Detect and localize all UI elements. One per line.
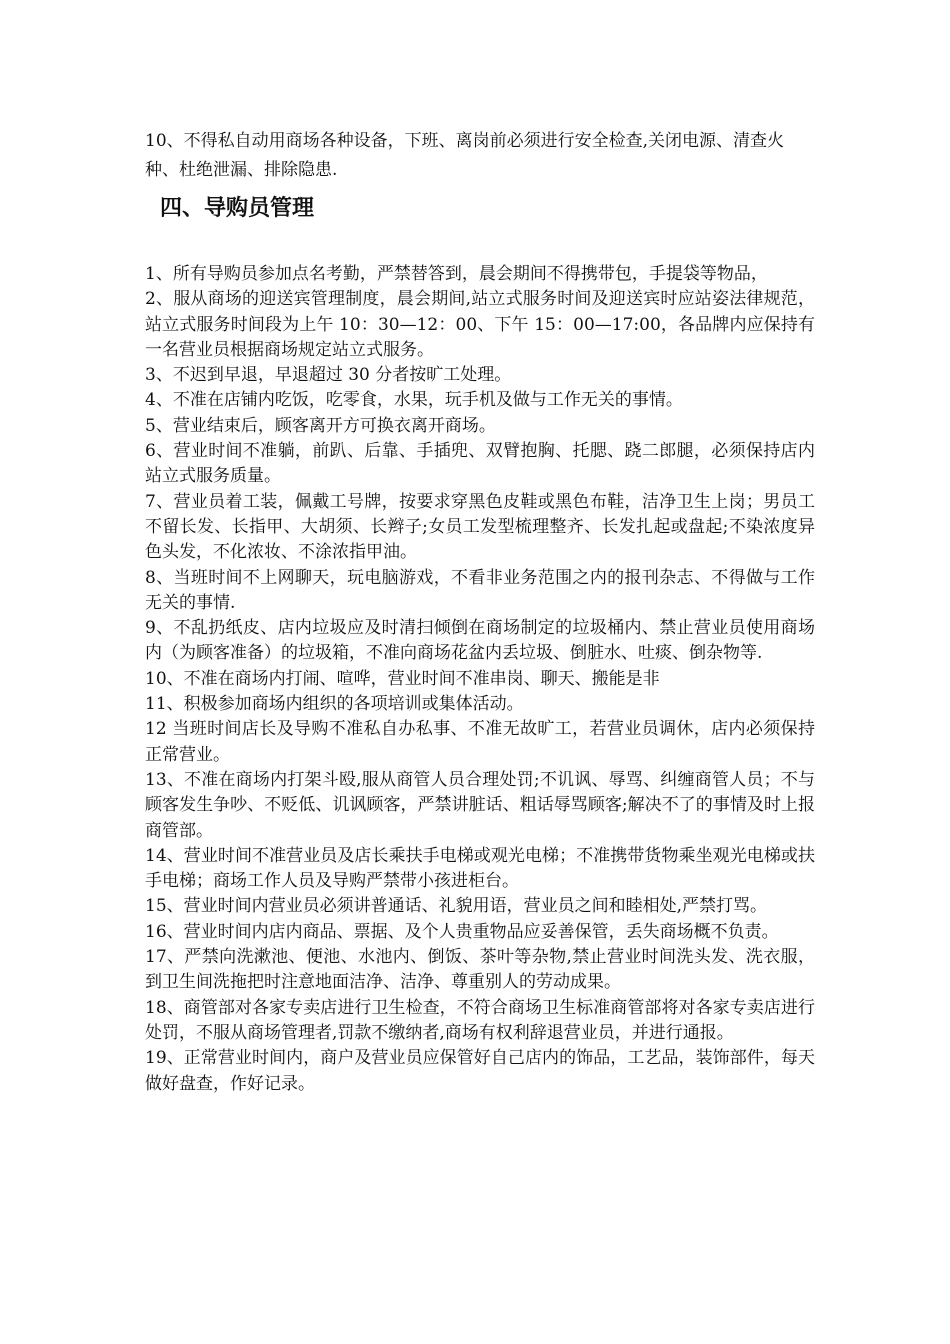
rule-item: 2、服从商场的迎送宾管理制度，晨会期间,站立式服务时间及迎送宾时应站姿法律规范，站立式服务时间段为上午 10：30—12：00、下午 15：00—17:00，各品牌内应保持有一名营业员根据商场规定站立式服务。 <box>145 289 815 360</box>
rule-item: 9、不乱扔纸皮、店内垃圾应及时清扫倾倒在商场制定的垃圾桶内、禁止营业员使用商场内（为顾客准备）的垃圾箱，不准向商场花盆内丢垃圾、倒脏水、吐痰、倒杂物等. <box>145 618 815 664</box>
rule-item: 5、营业结束后，顾客离开方可换衣离开商场。 <box>145 415 496 436</box>
rule-item: 17、严禁向洗漱池、便池、水池内、倒饭、茶叶等杂物,禁止营业时间洗头发、洗衣服，到卫生间洗拖把时注意地面洁净、洁净、尊重别人的劳动成果。 <box>145 947 815 993</box>
section-heading: 四、导购员管理 <box>160 196 315 221</box>
rule-item: 1、所有导购员参加点名考勤，严禁替答到，晨会期间不得携带包，手提袋等物品， <box>145 264 768 284</box>
intro-block <box>145 127 815 185</box>
rule-item: 18、商管部对各家专卖店进行卫生检查，不符合商场卫生标准商管部将对各家专卖店进行处罚，不服从商场管理者,罚款不缴纳者,商场有权利辞退营业员，并进行通报。 <box>145 997 815 1043</box>
rule-item: 8、当班时间不上网聊天，玩电脑游戏，不看非业务范围之内的报刊杂志、不得做与工作无关的事情. <box>145 567 815 613</box>
rule-item: 11、积极参加商场内组织的各项培训或集体活动。 <box>145 694 524 715</box>
rule-item: 13、不准在商场内打架斗殴,服从商管人员合理处罚;不讥讽、辱骂、纠缠商管人员；不与顾客发生争吵、不贬低、讥讽顾客，严禁讲脏话、粗话辱骂顾客;解决不了的事情及时上报商管部。 <box>145 769 815 841</box>
rule-item: 14、营业时间不准营业员及店长乘扶手电梯或观光电梯；不准携带货物乘坐观光电梯或扶手电梯；商场工作人员及导购严禁带小孩进柜台。 <box>145 845 815 892</box>
rule-item: 3、不迟到早退，早退超过 30 分者按旷工处理。 <box>145 365 512 386</box>
rule-item: 10、不准在商场内打闹、喧哗，营业时间不准串岗、聊天、搬能是非 <box>145 668 660 689</box>
rule-item: 16、营业时间内店内商品、票据、及个人贵重物品应妥善保管，丢失商场概不负责。 <box>145 921 779 942</box>
rule-item: 4、不准在店铺内吃饭，吃零食，水果，玩手机及做与工作无关的事情。 <box>145 390 683 411</box>
rule-item: 7、营业员着工装，佩戴工号牌，按要求穿黑色皮鞋或黑色布鞋，洁净卫生上岗；男员工不留长发、长指甲、大胡须、长辫子;女员工发型梳理整齐、长发扎起或盘起;不染浓度异色头发，不化浓妆、不涂浓指甲油。 <box>145 491 815 563</box>
rule-item: 15、营业时间内营业员必须讲普通话、礼貌用语，营业员之间和睦相处,严禁打骂。 <box>145 896 768 917</box>
rules-list <box>145 262 815 1097</box>
rule-paragraph-10-equipment: 10、不得私自动用商场各种设备，下班、离岗前必须进行安全检查,关闭电源、清查火种、杜绝泄漏、排除隐患. <box>145 131 785 180</box>
rule-item: 12 当班时间店长及导购不准私自办私事、不准无故旷工，若营业员调休，店内必须保持正常营业。 <box>145 719 815 765</box>
rule-item: 19、正常营业时间内，商户及营业员应保管好自己店内的饰品，工艺品，装饰部件，每天做好盘查，作好记录。 <box>145 1048 815 1094</box>
rule-item: 6、营业时间不准躺，前趴、后靠、手插兜、双臂抱胸、托腮、跷二郎腿，必须保持店内站立式服务质量。 <box>145 441 815 487</box>
